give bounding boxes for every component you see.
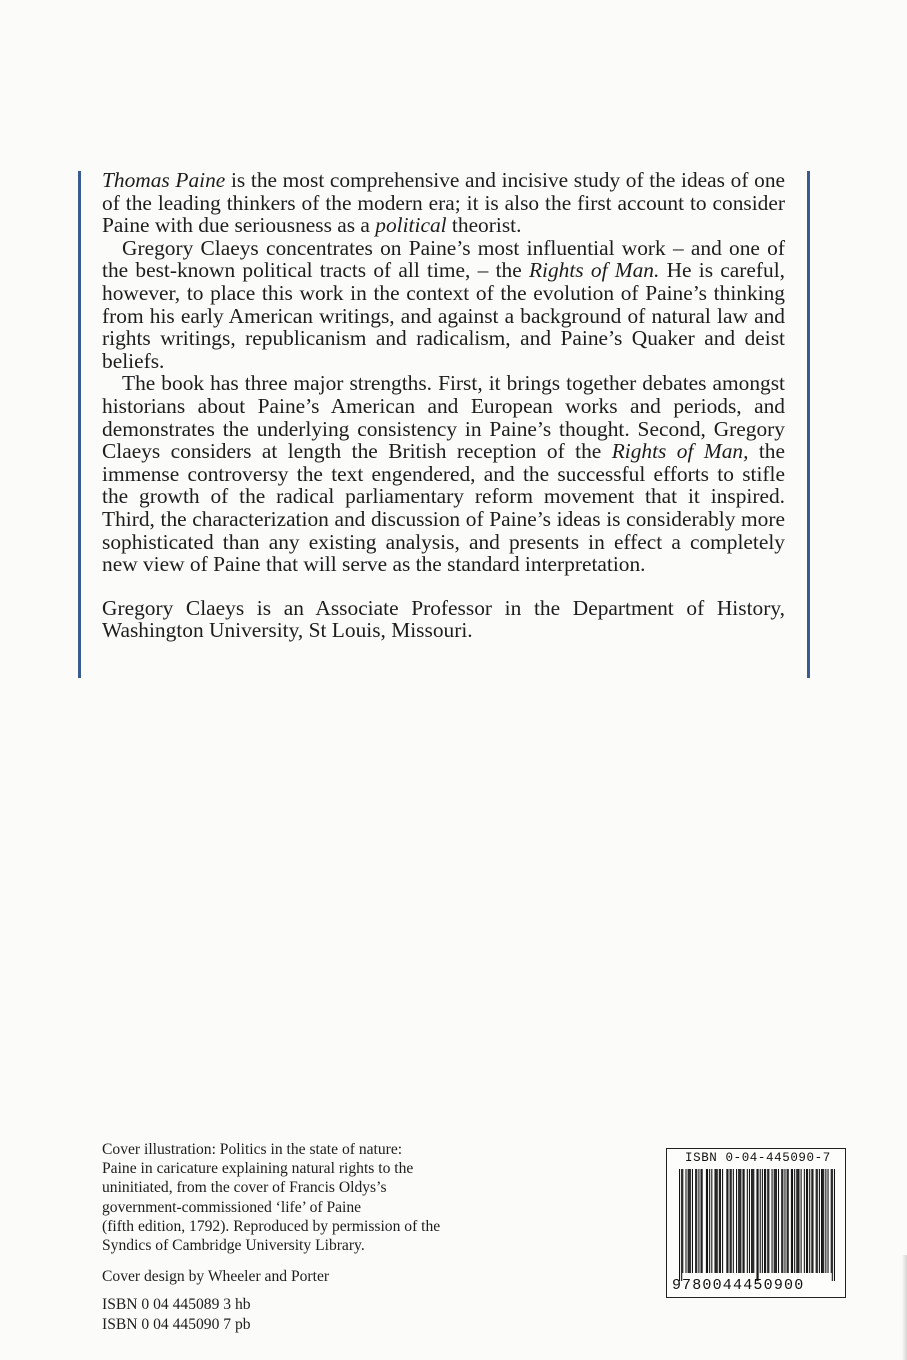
barcode-bar — [733, 1169, 734, 1273]
barcode-bar — [822, 1169, 823, 1273]
barcode-bar — [736, 1169, 737, 1273]
barcode-bar — [762, 1169, 763, 1273]
barcode-bar — [698, 1169, 699, 1273]
barcode-bar — [722, 1169, 723, 1273]
barcode-bar — [707, 1169, 708, 1273]
barcode-bar — [784, 1169, 785, 1273]
barcode-bar — [765, 1169, 766, 1273]
isbn-hardback: ISBN 0 04 445089 3 hb — [102, 1296, 251, 1314]
barcode-bar — [797, 1169, 798, 1273]
barcode-bar — [752, 1169, 753, 1273]
barcode-bar — [804, 1169, 805, 1273]
barcode-bar — [731, 1169, 732, 1273]
barcode-bar — [756, 1169, 757, 1281]
barcode-bar — [782, 1169, 783, 1273]
barcode-bar — [760, 1169, 761, 1273]
barcode-bar — [798, 1169, 799, 1273]
blurb-text: The book has three major strengths. First, it brings together debates amongst historians about Paine’s American and European works and periods, and demonstrates the underlying consistency in Paine’s thought. Second, Gregory Claeys considers at length the British reception of the — [102, 371, 785, 464]
barcode-bar — [791, 1169, 792, 1273]
barcode-isbn-label: ISBN 0-04-445090-7 — [685, 1151, 831, 1165]
barcode-bar — [774, 1169, 775, 1273]
barcode-bar — [709, 1169, 710, 1273]
barcode-bar — [807, 1169, 808, 1273]
blurb-text: Gregory Claeys concentrates on Paine’s most influential work – and one of the best-known political tracts of all time, – the — [102, 235, 785, 283]
blurb-text: the immense controversy the text engendered, and the successful efforts to stifle the growth of the radical parliamentary reform movement that it inspired. Third, the characterization and discussion of Paine’s ideas is considerably more sophisticated than any existing analysis, and presents in effect a completely new view of Paine that will serve as the standard interpretation. — [102, 439, 786, 577]
barcode-bar — [825, 1169, 826, 1273]
barcode-bar — [827, 1169, 828, 1273]
barcode-bar — [717, 1169, 718, 1273]
barcode-bar — [702, 1169, 703, 1273]
barcode-bar — [764, 1169, 765, 1273]
barcode-bar — [715, 1169, 716, 1273]
back-cover-blurb — [102, 169, 785, 642]
cover-design-credit: Cover design by Wheeler and Porter — [102, 1268, 330, 1286]
barcode-bar — [689, 1169, 690, 1273]
left-margin-rule — [78, 171, 81, 678]
barcode-bar — [775, 1169, 776, 1273]
barcode-bar — [796, 1169, 797, 1273]
credit-line: Syndics of Cambridge University Library. — [102, 1237, 365, 1255]
barcode-bar — [781, 1169, 782, 1273]
work-title-italic: Rights of Man, — [611, 439, 749, 464]
barcode-bar — [834, 1169, 835, 1281]
blurb-paragraph-1 — [102, 169, 785, 237]
barcode-bar — [776, 1169, 777, 1273]
barcode-bar — [742, 1169, 743, 1273]
barcode-bar — [816, 1169, 817, 1273]
barcode-bar — [809, 1169, 810, 1273]
credit-line: Cover illustration: Politics in the state of nature: — [102, 1141, 403, 1158]
barcode-bar — [730, 1169, 731, 1273]
barcode-bar — [751, 1169, 752, 1273]
barcode-bar — [726, 1169, 727, 1273]
barcode-bar — [682, 1169, 683, 1273]
blurb-paragraph-3 — [102, 372, 785, 575]
barcode-bar — [747, 1169, 748, 1273]
isbn-paperback: ISBN 0 04 445090 7 pb — [102, 1315, 251, 1333]
barcode-bar — [685, 1169, 686, 1273]
book-title-italic: Thomas Paine — [102, 168, 226, 192]
isbn-barcode — [666, 1148, 846, 1298]
blurb-text: is the most comprehensive and incisive study of the ideas of one of the leading thinkers of the modern era; it is also the first account to consider Paine with due seriousness as a — [102, 168, 786, 238]
cover-credits — [102, 1140, 532, 1334]
barcode-bar — [823, 1169, 824, 1273]
isbn-list — [102, 1295, 532, 1333]
barcode-bar — [749, 1169, 750, 1273]
barcode-bar — [744, 1169, 745, 1273]
credit-line: government-commissioned ‘life’ of Paine — [102, 1198, 362, 1216]
blurb-paragraph-2 — [102, 237, 785, 373]
barcode-bar — [772, 1169, 773, 1273]
barcode-bar — [696, 1169, 697, 1273]
barcode-bar — [706, 1169, 707, 1273]
barcode-bar — [688, 1169, 689, 1273]
barcode-bar — [778, 1169, 779, 1273]
barcode-bar — [768, 1169, 769, 1273]
barcode-first-digit: 9 — [672, 1277, 683, 1294]
barcode-bar — [738, 1169, 739, 1273]
work-title-italic: Rights of Man. — [528, 258, 660, 283]
barcode-bar — [695, 1169, 696, 1273]
barcode-bar — [787, 1169, 788, 1273]
cover-illustration-credit — [102, 1140, 532, 1255]
barcode-digit-string: 780044450900 — [682, 1277, 805, 1294]
barcode-bar — [788, 1169, 789, 1273]
blurb-text: theorist. — [446, 213, 522, 238]
barcode-bar — [679, 1169, 680, 1281]
barcode-bar — [711, 1169, 712, 1273]
barcode-bar — [740, 1169, 741, 1273]
barcode-bar — [801, 1169, 802, 1273]
barcode-bars — [679, 1169, 835, 1281]
barcode-bar — [811, 1169, 812, 1273]
barcode-bar — [716, 1169, 717, 1273]
barcode-digits — [672, 1277, 844, 1294]
barcode-bar — [832, 1169, 833, 1281]
barcode-bar — [821, 1169, 822, 1273]
barcode-bar — [794, 1169, 795, 1273]
barcode-bar — [792, 1169, 793, 1273]
barcode-bar — [831, 1169, 832, 1273]
barcode-bar — [767, 1169, 768, 1273]
barcode-bar — [819, 1169, 820, 1273]
author-bio: Gregory Claeys is an Associate Professor in the Department of History, Washington University, St Louis, Missouri. — [102, 595, 785, 643]
barcode-bar — [690, 1169, 691, 1273]
barcode-bar — [692, 1169, 693, 1273]
barcode-bar — [739, 1169, 740, 1273]
barcode-bar — [701, 1169, 702, 1273]
barcode-bar — [812, 1169, 813, 1273]
italic-word: political — [375, 213, 447, 238]
barcode-bar — [720, 1169, 721, 1273]
barcode-bar — [719, 1169, 720, 1273]
credit-line: Paine in caricature explaining natural rights to the — [102, 1160, 414, 1178]
barcode-bar — [806, 1169, 807, 1273]
page-edge-shadow — [902, 1255, 907, 1360]
barcode-bar — [681, 1169, 682, 1281]
right-margin-rule — [807, 171, 810, 678]
credit-line: uninitiated, from the cover of Francis Oldys’s — [102, 1179, 387, 1197]
credit-line: (fifth edition, 1792). Reproduced by permission of the — [102, 1217, 441, 1235]
blurb-text: He is careful, however, to place this work in the context of the evolution of Paine’s thinking from his early American writings, and against a background of natural law and rights writings, republicanism and radicalism, and Paine’s Quaker and deist beliefs. — [102, 258, 785, 373]
barcode-bar — [758, 1169, 759, 1281]
barcode-bar — [753, 1169, 754, 1273]
barcode-bar — [727, 1169, 728, 1273]
barcode-bar — [817, 1169, 818, 1273]
